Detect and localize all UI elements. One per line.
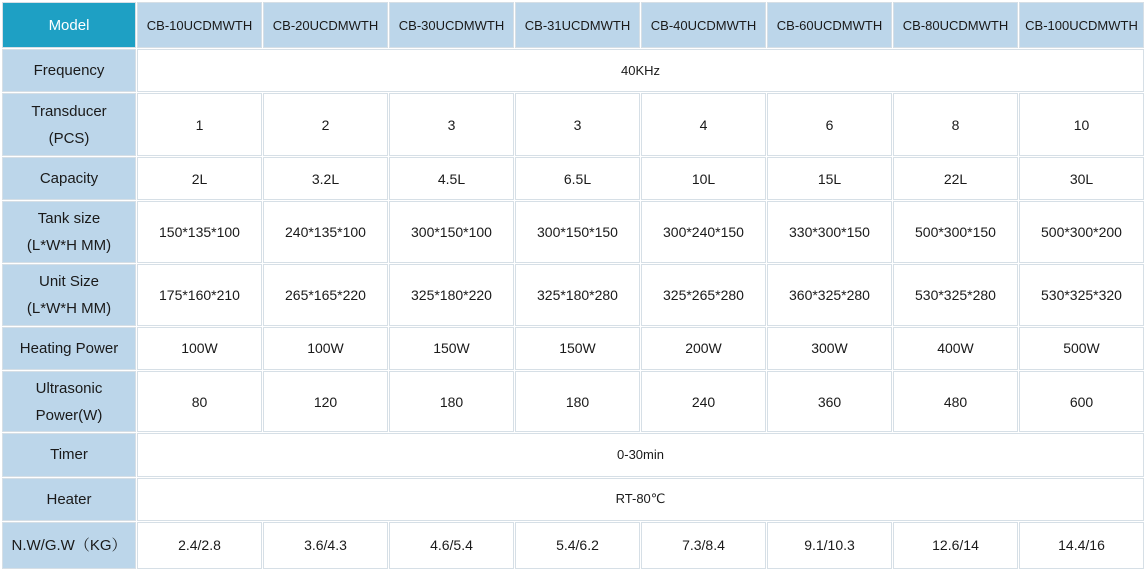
ultrasonic-power-label-line1: Ultrasonic xyxy=(35,379,103,397)
transducer-value: 6 xyxy=(768,94,891,155)
weight-value: 5.4/6.2 xyxy=(516,523,639,568)
transducer-value: 1 xyxy=(138,94,261,155)
model-name: CB-30UCDMWTH xyxy=(390,3,513,47)
heater-label: Heater xyxy=(3,479,135,520)
transducer-value: 3 xyxy=(516,94,639,155)
unit-size-value: 265*165*220 xyxy=(264,265,387,325)
tank-size-label-line1: Tank size xyxy=(37,210,101,228)
ultrasonic-power-value: 480 xyxy=(894,372,1017,432)
header-row xyxy=(3,3,1143,47)
transducer-label-line1: Transducer xyxy=(31,102,107,120)
heating-power-value: 200W xyxy=(642,328,765,369)
row-tank-size xyxy=(3,202,1143,262)
unit-size-value: 325*265*280 xyxy=(642,265,765,325)
ultrasonic-power-label xyxy=(3,372,135,432)
weight-value: 4.6/5.4 xyxy=(390,523,513,568)
transducer-value: 8 xyxy=(894,94,1017,155)
row-unit-size xyxy=(3,265,1143,325)
tank-size-value: 300*240*150 xyxy=(642,202,765,262)
ultrasonic-power-value: 360 xyxy=(768,372,891,432)
row-weight xyxy=(3,523,1143,568)
tank-size-label-line2: (L*W*H MM) xyxy=(26,237,112,255)
row-capacity xyxy=(3,158,1143,199)
capacity-value: 10L xyxy=(642,158,765,199)
tank-size-value: 240*135*100 xyxy=(264,202,387,262)
transducer-label xyxy=(3,94,135,155)
ultrasonic-power-value: 80 xyxy=(138,372,261,432)
weight-value: 12.6/14 xyxy=(894,523,1017,568)
ultrasonic-power-value: 600 xyxy=(1020,372,1143,432)
unit-size-label xyxy=(3,265,135,325)
heating-power-value: 500W xyxy=(1020,328,1143,369)
heating-power-value: 300W xyxy=(768,328,891,369)
capacity-value: 6.5L xyxy=(516,158,639,199)
model-name: CB-31UCDMWTH xyxy=(516,3,639,47)
model-name: CB-20UCDMWTH xyxy=(264,3,387,47)
row-ultrasonic-power xyxy=(3,372,1143,432)
row-transducer xyxy=(3,94,1143,155)
frequency-value: 40KHz xyxy=(138,50,1143,91)
capacity-value: 3.2L xyxy=(264,158,387,199)
row-heating-power xyxy=(3,328,1143,369)
tank-size-value: 500*300*150 xyxy=(894,202,1017,262)
ultrasonic-power-value: 120 xyxy=(264,372,387,432)
transducer-value: 10 xyxy=(1020,94,1143,155)
row-heater xyxy=(3,479,1143,520)
weight-value: 14.4/16 xyxy=(1020,523,1143,568)
heating-power-value: 100W xyxy=(264,328,387,369)
unit-size-value: 325*180*280 xyxy=(516,265,639,325)
unit-size-value: 530*325*320 xyxy=(1020,265,1143,325)
capacity-label: Capacity xyxy=(3,158,135,199)
model-header: Model xyxy=(3,3,135,47)
tank-size-value: 500*300*200 xyxy=(1020,202,1143,262)
ultrasonic-power-value: 180 xyxy=(516,372,639,432)
capacity-value: 22L xyxy=(894,158,1017,199)
ultrasonic-power-value: 180 xyxy=(390,372,513,432)
model-name: CB-100UCDMWTH xyxy=(1020,3,1143,47)
capacity-value: 15L xyxy=(768,158,891,199)
unit-size-value: 325*180*220 xyxy=(390,265,513,325)
unit-size-label-line1: Unit Size xyxy=(38,272,100,290)
weight-label: N.W/G.W（KG） xyxy=(3,523,135,568)
frequency-label: Frequency xyxy=(3,50,135,91)
weight-value: 2.4/2.8 xyxy=(138,523,261,568)
timer-value: 0-30min xyxy=(138,434,1143,475)
unit-size-label-line2: (L*W*H MM) xyxy=(26,299,112,317)
heating-power-label: Heating Power xyxy=(3,328,135,369)
transducer-value: 3 xyxy=(390,94,513,155)
tank-size-value: 330*300*150 xyxy=(768,202,891,262)
capacity-value: 4.5L xyxy=(390,158,513,199)
tank-size-value: 300*150*150 xyxy=(516,202,639,262)
unit-size-value: 175*160*210 xyxy=(138,265,261,325)
transducer-value: 4 xyxy=(642,94,765,155)
tank-size-label xyxy=(3,202,135,262)
unit-size-value: 530*325*280 xyxy=(894,265,1017,325)
capacity-value: 30L xyxy=(1020,158,1143,199)
tank-size-value: 300*150*100 xyxy=(390,202,513,262)
ultrasonic-power-label-line2: Power(W) xyxy=(35,406,103,424)
model-name: CB-40UCDMWTH xyxy=(642,3,765,47)
heating-power-value: 150W xyxy=(390,328,513,369)
model-name: CB-60UCDMWTH xyxy=(768,3,891,47)
heater-value: RT-80℃ xyxy=(138,479,1143,520)
model-name: CB-80UCDMWTH xyxy=(894,3,1017,47)
row-timer xyxy=(3,434,1143,475)
row-frequency xyxy=(3,50,1143,91)
timer-label: Timer xyxy=(3,434,135,475)
model-name: CB-10UCDMWTH xyxy=(138,3,261,47)
heating-power-value: 400W xyxy=(894,328,1017,369)
weight-value: 3.6/4.3 xyxy=(264,523,387,568)
capacity-value: 2L xyxy=(138,158,261,199)
heating-power-value: 150W xyxy=(516,328,639,369)
ultrasonic-power-value: 240 xyxy=(642,372,765,432)
transducer-value: 2 xyxy=(264,94,387,155)
weight-value: 7.3/8.4 xyxy=(642,523,765,568)
tank-size-value: 150*135*100 xyxy=(138,202,261,262)
transducer-label-line2: (PCS) xyxy=(48,129,90,147)
heating-power-value: 100W xyxy=(138,328,261,369)
unit-size-value: 360*325*280 xyxy=(768,265,891,325)
weight-value: 9.1/10.3 xyxy=(768,523,891,568)
